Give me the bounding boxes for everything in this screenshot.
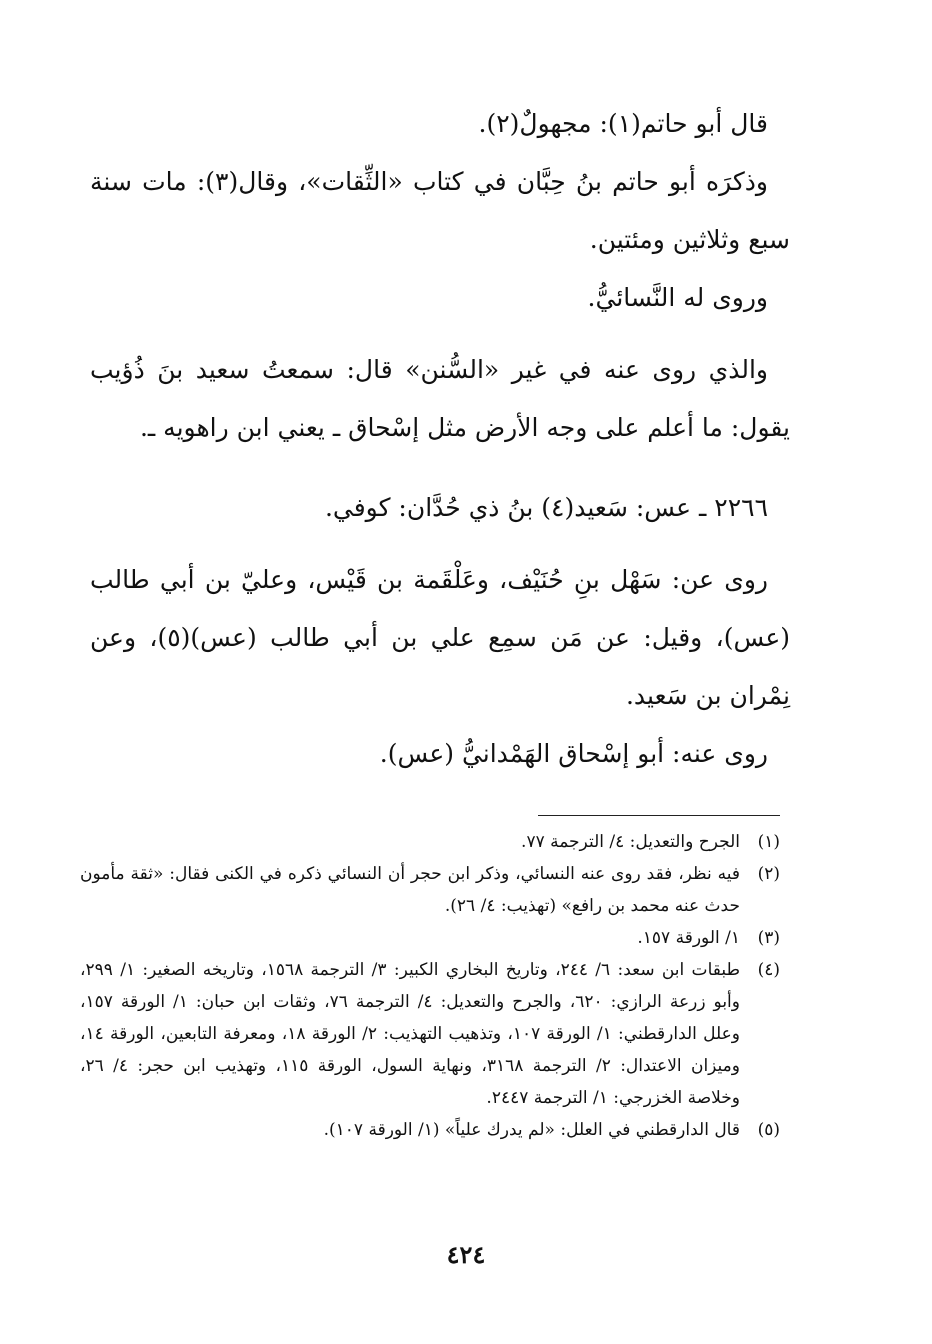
paragraph-ibn-rahawayh: والذي روى عنه في غير «السُّنن» قال: سمعتُ سعيد بنَ ذُؤيب يقول: ما أعلم على وجه الأرض مثل إسْحاق ـ يعني ابن راهويه ـ.: [90, 355, 790, 442]
paragraph-narrated-by: روى عنه: أبو إسْحاق الهَمْدانيُّ (عس).: [379, 739, 768, 768]
paragraph-abu-hatim: قال أبو حاتم(١): مجهولٌ(٢).: [478, 109, 768, 138]
footnote-4: [80, 954, 780, 1114]
footnotes: [80, 826, 780, 1146]
footnote-text: ١/ الورقة ١٥٧.: [637, 928, 740, 948]
entry-heading-2266: ٢٢٦٦ ـ عس: سَعيد(٤) بنُ ذي حُدَّان: كوفي.: [324, 493, 768, 522]
footnote-number: (٤): [757, 960, 780, 980]
footnote-number: (٢): [757, 864, 780, 884]
footnote-number: (٣): [757, 928, 780, 948]
footnote-number: (١): [757, 832, 780, 852]
main-text: [90, 95, 790, 783]
footnote-text: طبقات ابن سعد: ٦/ ٢٤٤، وتاريخ البخاري الكبير: ٣/ الترجمة ١٥٦٨، وتاريخه الصغير: ١/ ٢٩٩، وأبو زرعة الرازي: ٦٢٠، والجرح والتعديل: ٤/ الترجمة ٧٦، وثقات ابن حبان: ١/ الورقة ١٥٧، وعلل الدارقطني: ١/ الورقة ١٠٧، وتذهيب التهذيب: ٢/ الورقة ١٨، ومعرفة التابعين، الورقة ١٤، وميزان الاعتدال: ٢/ الترجمة ٣١٦٨، ونهاية السول، الورقة ١١٥، وتهذيب ابن حجر: ٤/ ٢٦، وخلاصة الخزرجي: ١/ الترجمة ٢٤٤٧.: [80, 960, 741, 1108]
footnote-text: فيه نظر، فقد روى عنه النسائي، وذكر ابن حجر أن النسائي ذكره في الكنى فقال: «ثقة مأمون حدث عنه محمد بن رافع» (تهذيب: ٤/ ٢٦).: [80, 864, 740, 916]
footnote-3: [80, 922, 780, 954]
footnote-divider: [538, 815, 780, 816]
page-number: ٤٢٤: [446, 1240, 486, 1269]
footnote-text: قال الدارقطني في العلل: «لم يدرك علياً» (١/ الورقة ١٠٧).: [323, 1120, 740, 1140]
footnote-number: (٥): [757, 1120, 780, 1140]
paragraph-nasai: وروى له النَّسائيُّ.: [587, 283, 768, 312]
footnote-text: الجرح والتعديل: ٤/ الترجمة ٧٧.: [521, 832, 740, 852]
paragraph-ibn-hibban: وذكرَه أبو حاتم بنُ حِبَّان في كتاب «الثِّقات»، وقال(٣): مات سنة سبع وثلاثين ومئتين.: [90, 167, 790, 254]
footnote-5: [80, 1114, 780, 1146]
paragraph-narrated-from: روى عن: سَهْل بنِ حُنَيْف، وعَلْقَمة بن قَيْس، وعليّ بن أبي طالب (عس)، وقيل: عن مَن سمِع علي بن أبي طالب (عس)(٥)، وعن نِمْران بن سَعيد.: [90, 565, 790, 710]
footnote-1: [80, 826, 780, 858]
footnote-2: [80, 858, 780, 922]
